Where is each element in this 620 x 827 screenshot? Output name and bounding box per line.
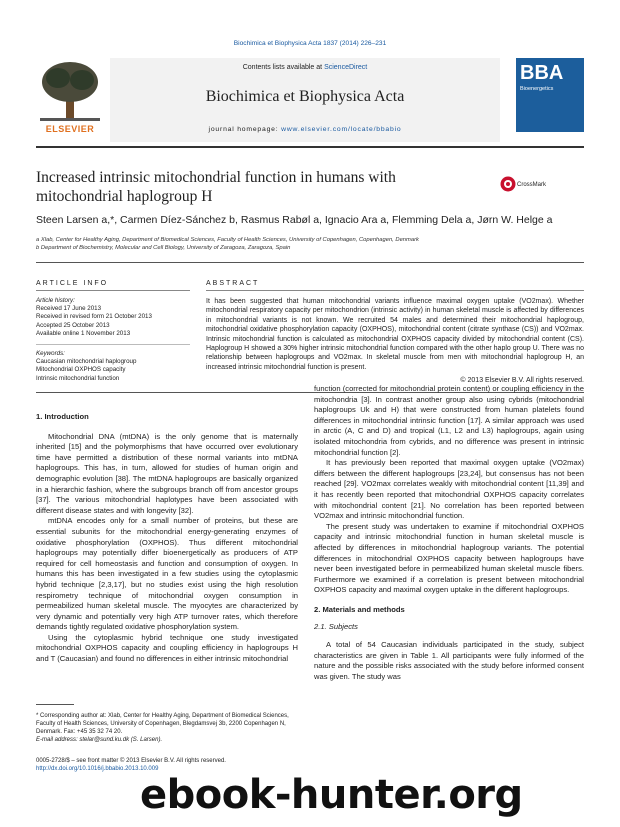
sciencedirect-link[interactable]: ScienceDirect [324, 64, 368, 71]
paragraph: function (corrected for mitochondrial protein content) or coupling efficiency in the mitochondria [3]. In contrast another group also using cybrids (mitochondrial haplogroups Uk and H) that were constructed from human platelets found differences in mitochondrial intrinsic function [17]. A similar approach was used in arctic (A, C and D) and tropical (L1, L2 and L3) haplogroups, again using isolated mitochondria from cybrids, and no difference was present in intrinsic mitochondrial function [2]. [314, 384, 584, 457]
paragraph: It has previously been reported that maximal oxygen uptake (VO2max) differs between the different haplogroups [23,24], but consensus has not been reached [29]. VO2max correlates weakly with mitochondrial content [11,39] and it has recently been reported that mitochondrial OXPHOS capacity correlates with mitochondrial content [21]. No correlation has been reported between VO2max and intrinsic mitochondrial function. [314, 458, 584, 521]
section-rule [36, 262, 584, 263]
received-date: Received 17 June 2013 [36, 305, 102, 313]
paragraph: Mitochondrial DNA (mtDNA) is the only genome that is maternally inherited [15] and the polymorphisms that have occurred over evolutionary time have permitted a distribution of these normal variants into mtDNA haplogroups. This has, in turn, allowed for studies of human origin and demographic evolution [38]. The mtDNA haplogroups are basically organized in a hierarchic fashion, where the subgroups branch off from ancestor groups [37]. The various mitochondrial haplotypes have been associated with different disease states and with longevity [32]. [36, 431, 298, 515]
history-label: Article history: [36, 297, 75, 304]
journal-reference[interactable]: Biochimica et Biophysica Acta 1837 (2014) 226–231 [233, 40, 387, 47]
abstract-text: It has been suggested that human mitochondrial variants influence maximal oxygen uptake (VO2max). Whether mitochondrial respiratory capacity per mitochondrion (intrinsic activity) in human skeletal muscle is affected by differences in mitochondrial variants is not known. We recruited 54 males and determined their mitochondrial haplogroup, mitochondrial oxidative phosphorylation capacity (OXPHOS), mitochondrial content (citrate synthase (CS)) and VO2max. Intrinsic mitochondrial function is calculated as mitochondrial OXPHOS capacity divided by mitochondrial content (CS). Haplogroup H showed a 30% higher intrinsic mitochondrial function compared with the other haplo group U. There was no relationship between haplogroups and VO2max. In skeletal muscle from men with mitochondrial haplogroup H, an increased intrinsic mitochondrial function is present. [206, 298, 584, 371]
cover-title: BBA [520, 62, 564, 84]
article-title: Increased intrinsic mitochondrial function in humans with mitochondrial haplogroup H [36, 169, 396, 205]
subjects-heading: 2.1. Subjects [314, 622, 358, 632]
issn-line [36, 757, 298, 773]
copyright: © 2013 Elsevier B.V. All rights reserved. [460, 377, 584, 384]
publisher-name: ELSEVIER [45, 124, 95, 134]
paragraph: mtDNA encodes only for a small number of proteins, but these are essential subunits for the mitochondrial energy-generating enzymes of oxidative phosphorylation (OXPHOS). Thus different mitochondrial haplogroups may potentially differ bioenergetically as producers of ATP required for cell homeostasis and function and consumption of oxygen. In humans this has been investigated in a few studies using the cytoplasmic hybrid technique [2,3,17], but no studies exist using the high resolution respirometry technique of mitochondrial oxygen consumption in permeabilized human skeletal muscle. The myocytes are characterized by very dynamic and potentially very high ATP turnover rates, which therefore demands tightly regulated oxidative phosphorylation system. [36, 516, 298, 632]
crossmark-label[interactable]: CrossMark [517, 182, 547, 188]
doi-link[interactable]: http://dx.doi.org/10.1016/j.bbabio.2013.10.009 [36, 766, 159, 772]
revised-date: Received in revised form 21 October 2013 [36, 313, 152, 321]
watermark: ebook-hunter.org [140, 772, 523, 818]
crossmark-icon[interactable] [500, 176, 516, 197]
body-column-right [314, 384, 584, 682]
online-date: Available online 1 November 2013 [36, 329, 131, 337]
accepted-date: Accepted 25 October 2013 [36, 321, 110, 329]
abstract-heading: ABSTRACT [206, 280, 260, 287]
methods-heading: 2. Materials and methods [314, 604, 405, 614]
keywords-label: Keywords: [36, 350, 65, 357]
email-address[interactable]: E-mail address: stelar@sund.ku.dk (S. Larsen). [36, 737, 163, 743]
article-info-rule [36, 290, 190, 291]
paragraph: Using the cytoplasmic hybrid technique one study investigated mitochondrial OXPHOS capacity and coupling efficiency in haplogroups H and T (Caucasian) and found no differences in either intrinsic mitochondrial [36, 632, 298, 664]
front-matter: 0005-2728/$ – see front matter © 2013 Elsevier B.V. All rights reserved. [36, 758, 226, 764]
contents-line: Contents lists available at ScienceDirect [242, 64, 368, 71]
keyword-item: Intrinsic mitochondrial function [36, 374, 120, 382]
author-list: Steen Larsen a,*, Carmen Díez-Sánchez b, Rasmus Rabøl a, Ignacio Ara a, Flemming Dela a, Jørn W. Helge a [36, 214, 553, 226]
keyword-item: Mitochondrial OXPHOS capacity [36, 366, 126, 374]
paragraph: A total of 54 Caucasian individuals participated in the study, subject characteristics are given in Table 1. All participants were fully informed of the nature and the possible risks associated with the study before informed consent was given. The study was [314, 640, 584, 681]
header-rule [36, 146, 584, 148]
homepage-link[interactable]: www.elsevier.com/locate/bbabio [281, 126, 402, 133]
footnote-rule [36, 704, 74, 705]
keyword-item: Caucasian mitochondrial haplogroup [36, 358, 137, 366]
article-info-heading: ARTICLE INFO [36, 280, 109, 287]
footnote [36, 712, 298, 744]
journal-homepage: journal homepage: www.elsevier.com/locate/bbabio [208, 126, 402, 133]
corresponding-author: * Corresponding author at: Xlab, Center for Healthy Aging, Department of Biomedical Sciences, Faculty of Health Sciences, University of Copenhagen, Blegdamsvej 3b, 2200 Copenhagen N, Denmark. Fax: +45 35 32 74 20. [36, 713, 289, 735]
elsevier-tree-icon [36, 58, 104, 132]
introduction-heading: 1. Introduction [36, 412, 89, 421]
affiliation-b: b Department of Biochemistry, Molecular and Cell Biology, University of Zaragoza, Zaragoza, Spain [36, 245, 291, 251]
journal-name: Biochimica et Biophysica Acta [205, 88, 405, 105]
body-column-left [36, 412, 298, 665]
article-history [36, 297, 196, 338]
keywords-rule [36, 344, 190, 345]
paragraph: The present study was undertaken to examine if mitochondrial OXPHOS capacity and intrinsic mitochondrial function in human skeletal muscle is affected by differences in mitochondrial haplogroup variants. The potential differences in mitochondrial OXPHOS capacity between haplogroups have never been investigated before in permeabilized human skeletal muscle fibers. Furthermore we examined if a correlation is present between mitochondrial OXPHOS capacity and maximal oxygen uptake in the different haplogroups. [314, 521, 584, 595]
affiliation-a: a Xlab, Center for Healthy Aging, Department of Biomedical Sciences, Faculty of Health Sciences, University of Copenhagen, Copenhagen, Denmark [36, 237, 419, 243]
cover-subtitle: Bioenergetics [520, 86, 554, 92]
keywords [36, 350, 196, 383]
abstract-rule [206, 290, 584, 291]
